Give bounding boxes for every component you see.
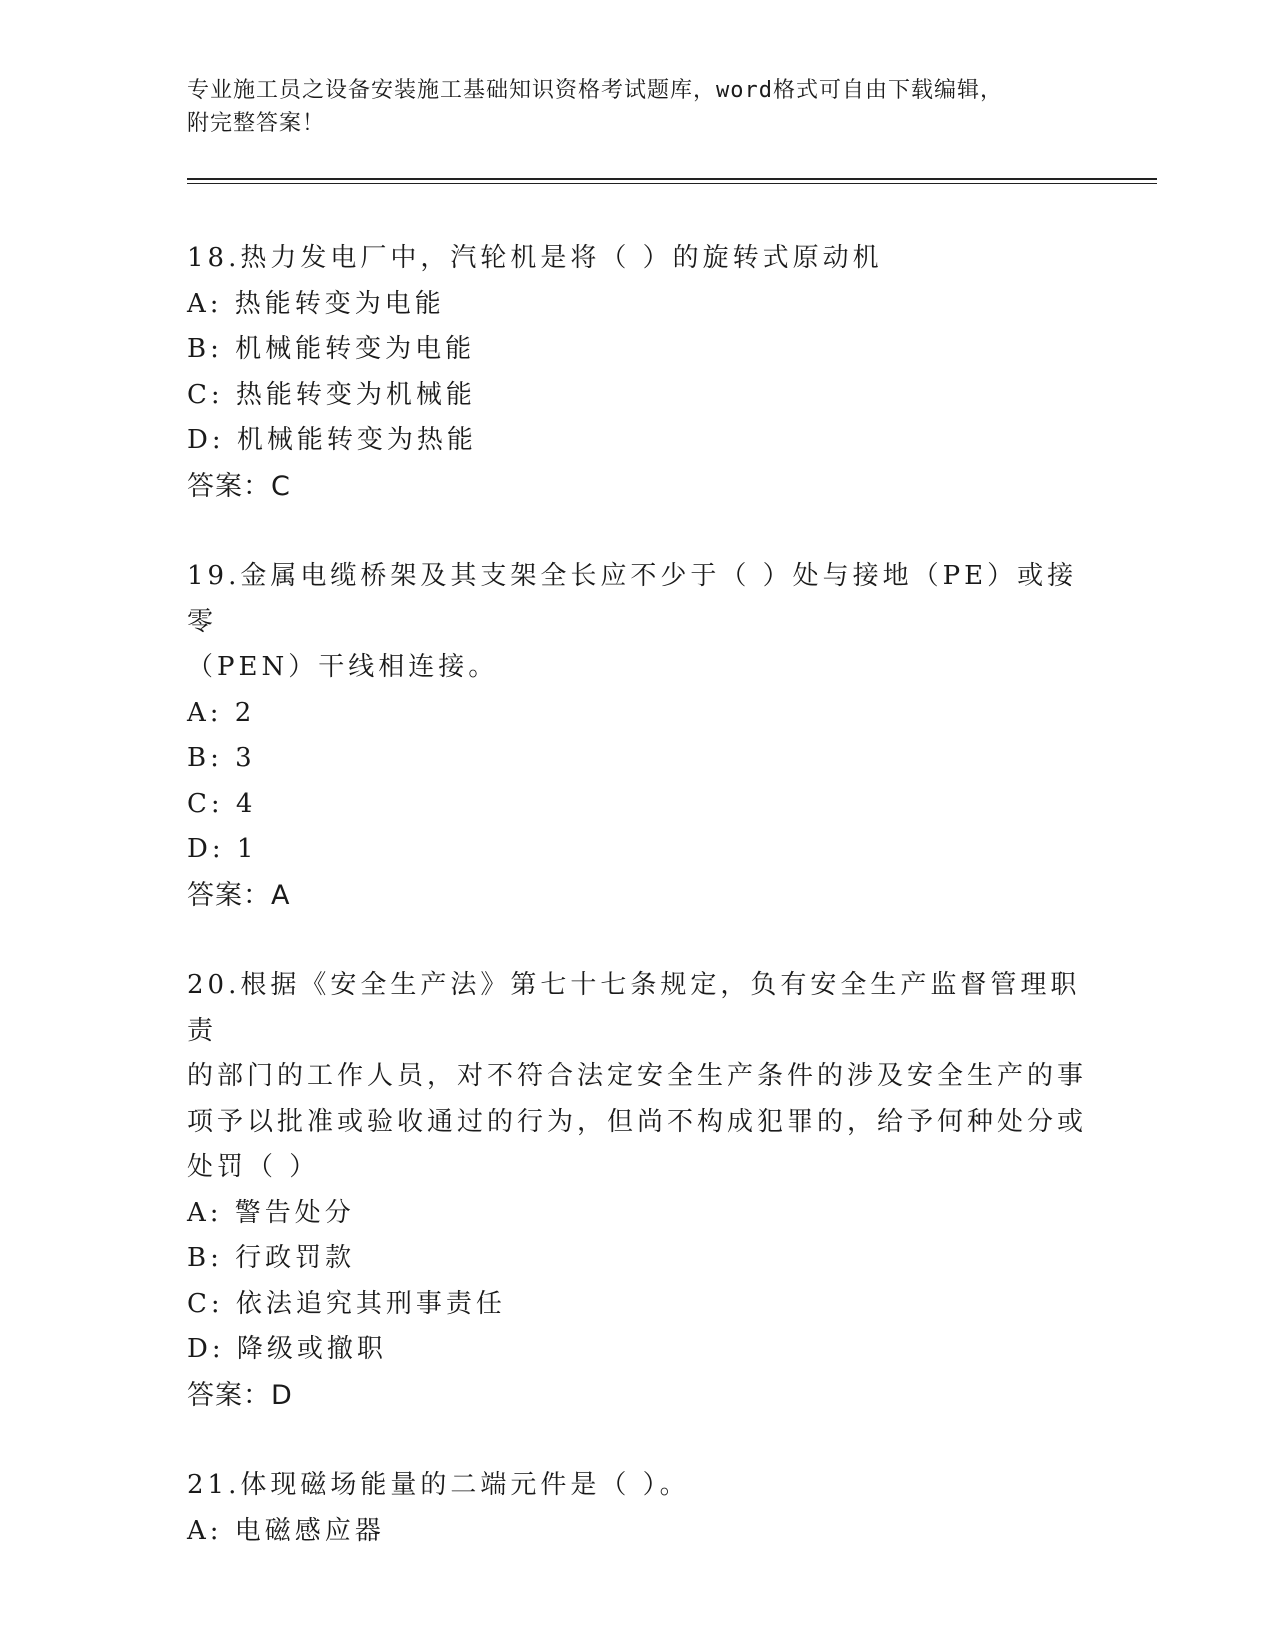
question-19 [187,554,1087,918]
option-a: A: 警告处分 [187,1197,355,1228]
question-stem: 19.金属电缆桥架及其支架全长应不少于（ ）处与接地（PE）或接零 [187,561,1078,637]
header-divider-thick [187,178,1157,180]
question-stem: （PEN）干线相连接。 [187,652,499,682]
question-21 [187,1463,1087,1554]
option-a: A: 2 [187,697,256,728]
question-list [187,236,1087,1599]
option-d: D: 1 [187,834,258,864]
question-stem: 21.体现磁场能量的二端元件是（ ）。 [187,1470,690,1500]
header-line-1: 专业施工员之设备安装施工基础知识资格考试题库，word格式可自由下载编辑， [187,78,1003,103]
option-b: B: 行政罚款 [187,1243,356,1273]
question-stem: 18.热力发电厂中，汽轮机是将（ ）的旋转式原动机 [187,243,883,273]
question-stem: 处罚（ ） [187,1152,320,1182]
option-c: C: 4 [187,788,257,819]
question-stem: 20.根据《安全生产法》第七十七条规定，负有安全生产监督管理职责 [187,970,1081,1046]
option-b: B: 机械能转变为电能 [187,334,476,364]
question-18 [187,236,1087,509]
option-c: C: 热能转变为机械能 [187,379,476,410]
document-header [187,74,1087,140]
answer-label: 答案：A [187,879,291,911]
question-20 [187,963,1087,1418]
question-stem: 项予以批准或验收通过的行为，但尚不构成犯罪的，给予何种处分或 [187,1106,1088,1137]
option-d: D: 降级或撤职 [187,1334,387,1364]
answer-label: 答案：D [187,1379,293,1411]
question-stem: 的部门的工作人员，对不符合法定安全生产条件的涉及安全生产的事 [187,1061,1088,1091]
option-a: A: 热能转变为电能 [187,288,445,319]
option-b: B: 3 [187,743,256,773]
option-d: D: 机械能转变为热能 [187,425,477,455]
option-a: A: 电磁感应器 [187,1515,385,1546]
answer-label: 答案：C [187,470,291,502]
option-c: C: 依法追究其刑事责任 [187,1288,506,1319]
header-divider-thin [187,183,1157,184]
header-line-2: 附完整答案！ [187,111,326,136]
